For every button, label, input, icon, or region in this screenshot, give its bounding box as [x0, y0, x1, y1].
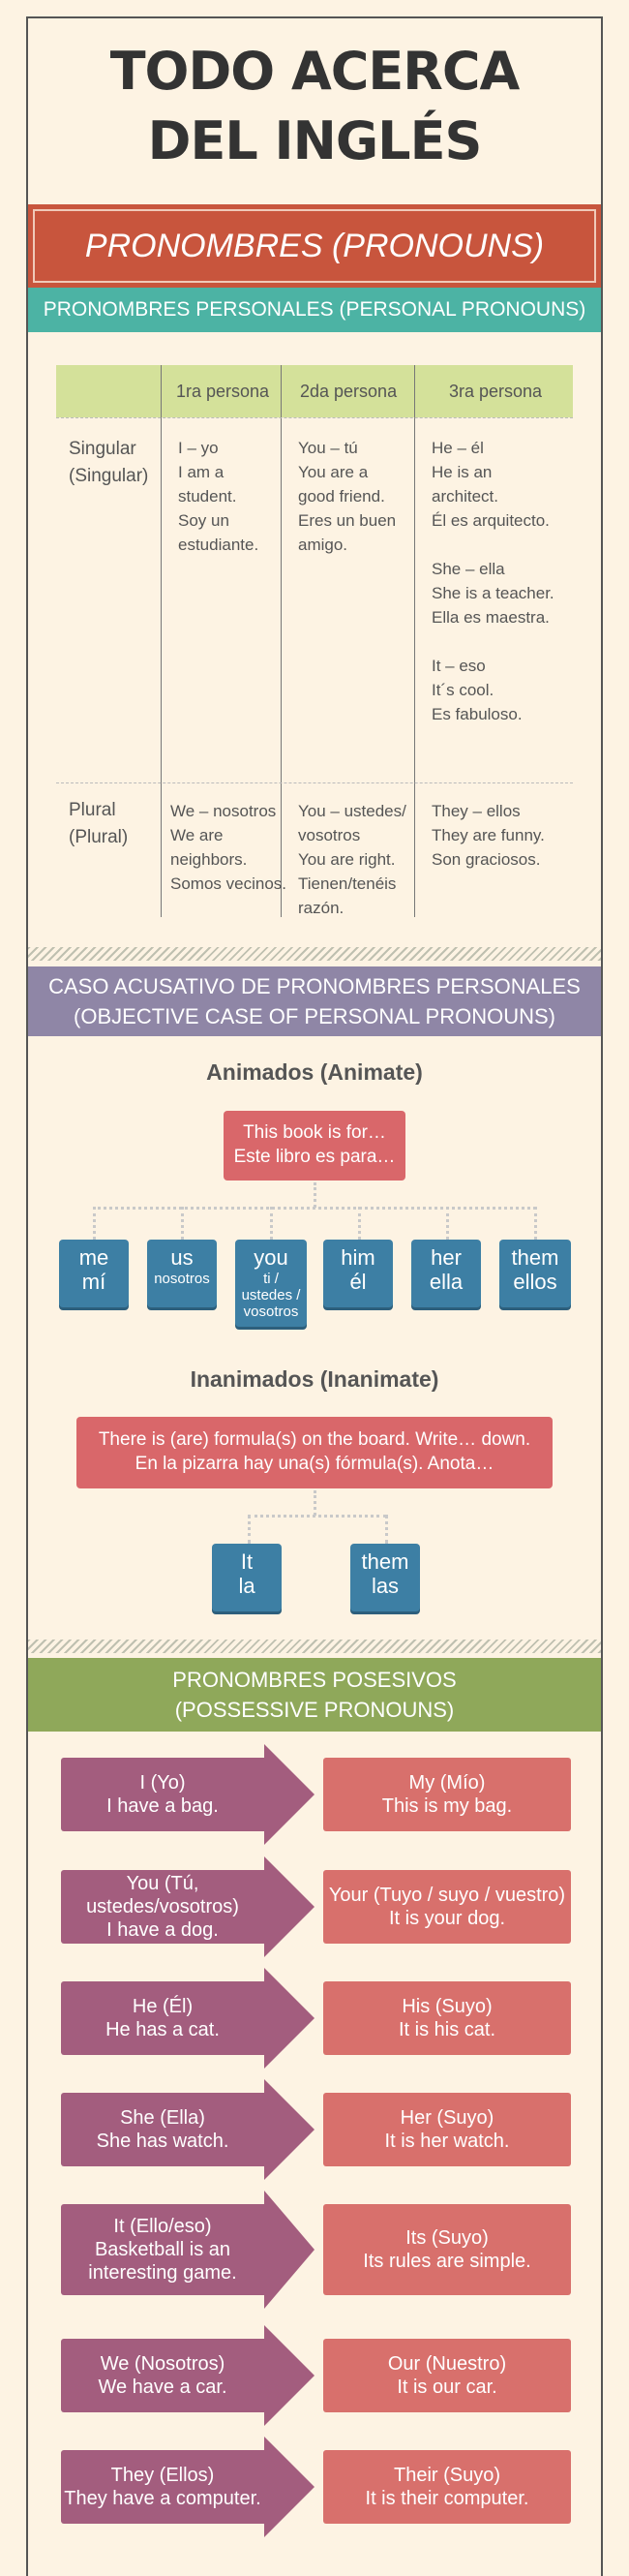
cell-singular-first: I – yo I am a student. Soy un estudiante. [178, 439, 259, 554]
pronoun-box-us: us nosotros [147, 1240, 217, 1307]
connector-line [248, 1515, 251, 1544]
cell-singular-third: He – él He is an architect. Él es arquitecto. She – ella She is a teacher. Ella es maestra. It – eso It´s cool. Es fabuloso. [432, 439, 554, 723]
header-first-person: 1ra persona [176, 382, 270, 401]
possessive-pronouns-header: PRONOMBRES POSESIVOS (POSSESSIVE PRONOUNS) [28, 1658, 601, 1732]
subject-pronoun-text: We (Nosotros) We have a car. [61, 2339, 264, 2412]
animate-heading: Animados (Animate) [206, 1059, 423, 1085]
cell-plural-first: We – nosotros We are neighbors. Somos vecinos. [170, 802, 286, 893]
subject-pronoun-text: He (Él) He has a cat. [61, 1981, 264, 2055]
possessive-pronoun-box: His (Suyo) It is his cat. [323, 1981, 571, 2055]
possessive-pronoun-box: Their (Suyo) It is their computer. [323, 2450, 571, 2524]
arrow-head [264, 2079, 314, 2180]
arrow-head [264, 2191, 314, 2309]
pronoun-table-header [56, 365, 573, 417]
possessive-pronoun-box: Its (Suyo) Its rules are simple. [323, 2204, 571, 2295]
page-title: TODO ACERCA DEL INGLÉS [109, 41, 520, 171]
animate-sentence-box: This book is for… Este libro es para… [224, 1111, 405, 1181]
connector-line [93, 1207, 536, 1210]
table-rule [56, 782, 573, 783]
connector-line [270, 1207, 273, 1240]
pronouns-banner [28, 204, 601, 288]
pronoun-box-you: you ti / ustedes / vosotros [235, 1240, 307, 1327]
subject-pronoun-text: They (Ellos) They have a computer. [61, 2450, 264, 2524]
subject-arrow [61, 2325, 314, 2426]
subject-arrow [61, 2079, 314, 2180]
cell-plural-second: You – ustedes/ vosotros You are right. Tienen/tenéis razón. [298, 802, 406, 917]
arrow-head [264, 1744, 314, 1845]
connector-line [181, 1207, 184, 1240]
arrow-head [264, 1856, 314, 1957]
pronoun-box-it: It la [212, 1544, 282, 1611]
pronoun-box-him: him él [323, 1240, 393, 1307]
pronoun-box-me: me mí [59, 1240, 129, 1307]
header-third-person: 3ra persona [449, 382, 543, 401]
pronoun-box-her: her ella [411, 1240, 481, 1307]
row-label-plural: Plural (Plural) [69, 800, 129, 847]
connector-line [534, 1207, 537, 1240]
table-divider [414, 365, 415, 917]
connector-line [248, 1515, 386, 1518]
objective-case-header: CASO ACUSATIVO DE PRONOMBRES PERSONALES (OBJECTIVE CASE OF PERSONAL PRONOUNS) [28, 966, 601, 1036]
pronoun-box-them-inanimate: them las [350, 1544, 420, 1611]
possessive-pronoun-box: Her (Suyo) It is her watch. [323, 2093, 571, 2166]
connector-line [358, 1207, 361, 1240]
arrow-head [264, 1968, 314, 2069]
connector-line [93, 1207, 96, 1240]
arrow-head [264, 2325, 314, 2426]
subject-arrow [61, 2437, 314, 2537]
cell-singular-second: You – tú You are a good friend. Eres un buen amigo. [298, 439, 397, 554]
possessive-pronoun-box: Our (Nuestro) It is our car. [323, 2339, 571, 2412]
possessive-pronoun-box: Your (Tuyo / suyo / vuestro) It is your dog. [323, 1870, 571, 1944]
hatch-divider [28, 947, 601, 961]
hatch-divider [28, 1640, 601, 1653]
pronoun-box-them: them ellos [499, 1240, 571, 1307]
subject-arrow [61, 1856, 314, 1957]
connector-line [446, 1207, 449, 1240]
connector-line [314, 1490, 316, 1516]
subject-pronoun-text: It (Ello/eso) Basketball is an interesting game. [61, 2204, 264, 2295]
subject-pronoun-text: I (Yo) I have a bag. [61, 1758, 264, 1831]
row-label-singular: Singular (Singular) [69, 439, 149, 486]
inanimate-sentence-box: There is (are) formula(s) on the board. Write… down. En la pizarra hay una(s) fórmula(s). Anota… [76, 1417, 553, 1488]
subject-arrow [61, 1744, 314, 1845]
subject-pronoun-text: You (Tú, ustedes/vosotros) I have a dog. [61, 1870, 264, 1944]
subject-arrow [61, 1968, 314, 2069]
connector-line [314, 1182, 316, 1208]
subject-arrow [61, 2191, 314, 2309]
pronouns-banner-label: PRONOMBRES (PRONOUNS) [84, 227, 545, 264]
arrow-head [264, 2437, 314, 2537]
personal-pronouns-header: PRONOMBRES PERSONALES (PERSONAL PRONOUNS) [28, 288, 601, 332]
cell-plural-third: They – ellos They are funny. Son graciosos. [432, 802, 545, 869]
table-rule [56, 417, 573, 418]
table-divider [161, 365, 162, 917]
inanimate-heading: Inanimados (Inanimate) [190, 1366, 439, 1392]
header-second-person: 2da persona [300, 382, 398, 401]
possessive-pronoun-box: My (Mío) This is my bag. [323, 1758, 571, 1831]
connector-line [385, 1515, 388, 1544]
subject-pronoun-text: She (Ella) She has watch. [61, 2093, 264, 2166]
